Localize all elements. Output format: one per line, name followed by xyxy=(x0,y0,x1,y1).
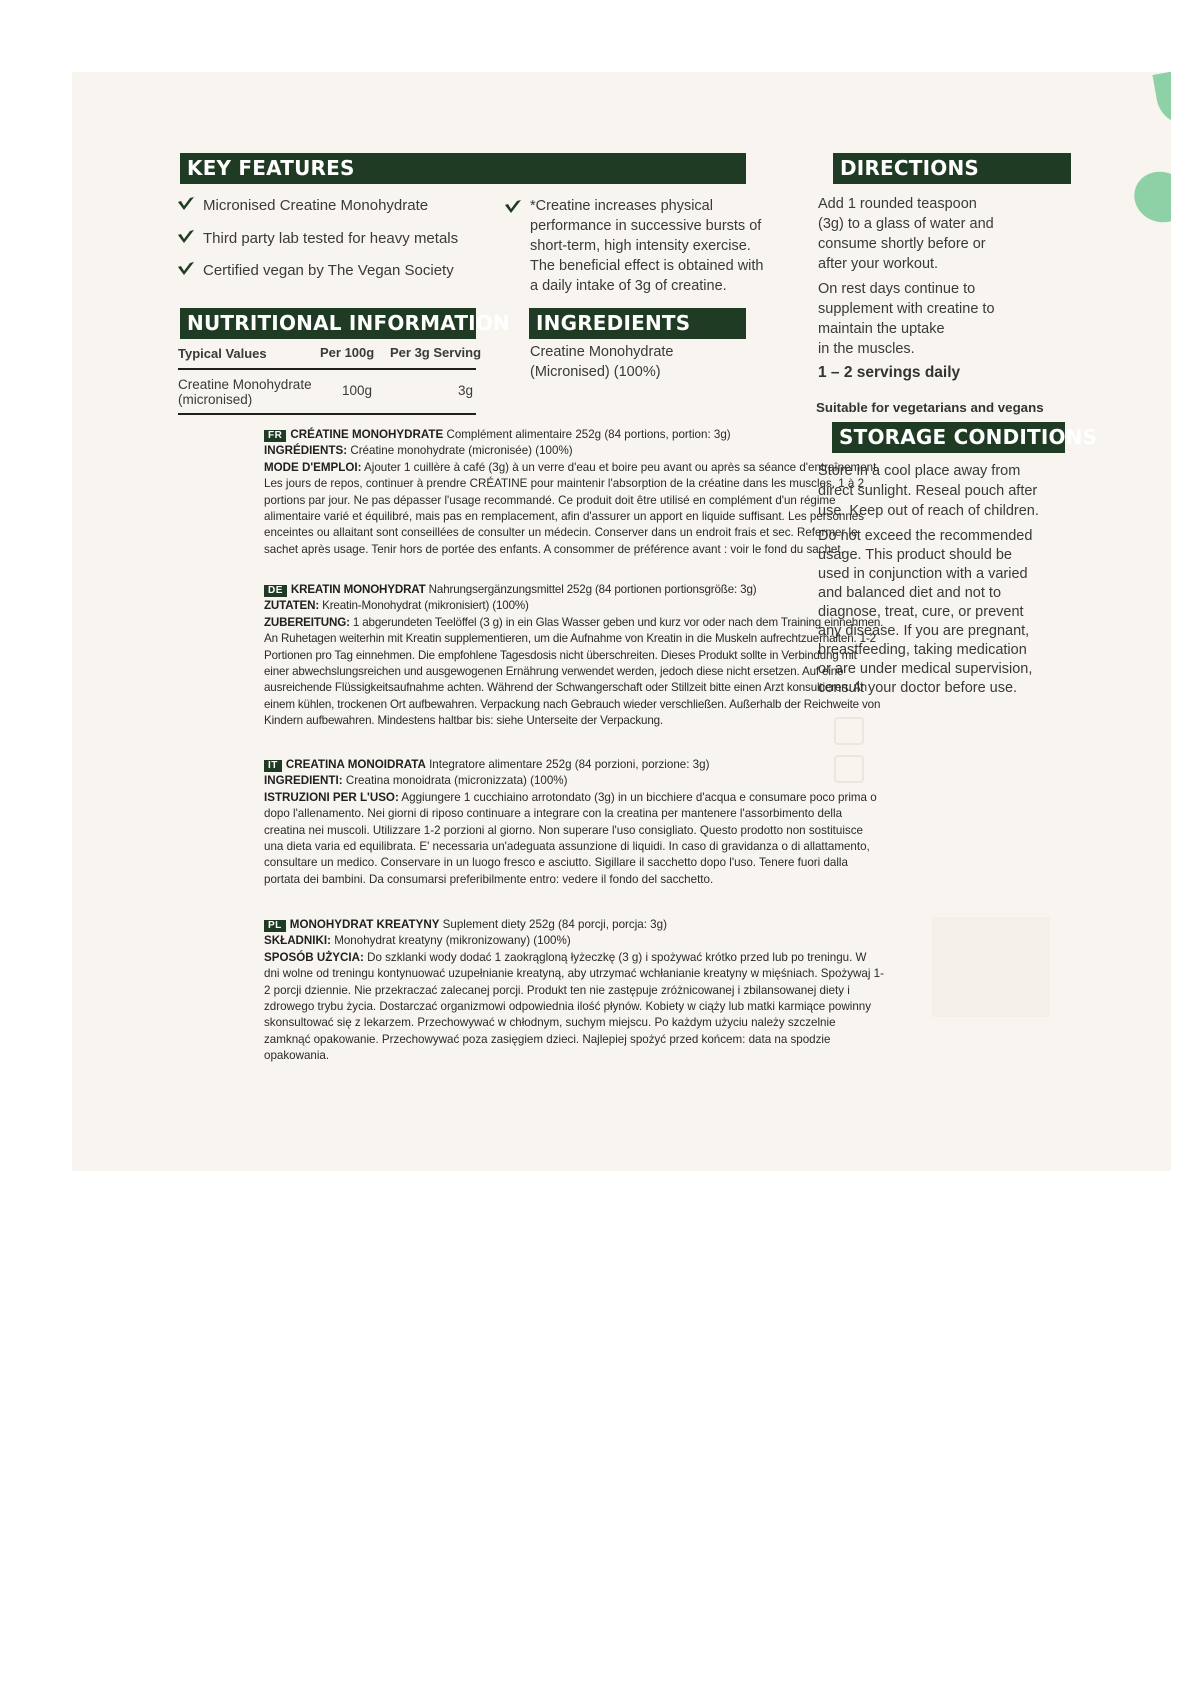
label-panel xyxy=(72,72,1171,1171)
lang-block-pl: PL MONOHYDRAT KREATYNY Suplement diety 252g (84 porcji, porcja: 3g) SKŁADNIKI: Monohydrat kreatyny (mikronizowany) (100%) SPOSÓB UŻYCIA: Do szklanki wody dodać 1 zaokrągloną łyżeczkę (3 g) i spożywać krótko przed lub po treningu. W dni wolne od treningu kontynuować uzupełnianie kreatyną, aby utrzymać wchłanianie kreatyny w mięśniach. Spożywaj 1-2 porcji dziennie. Nie przekraczać zalecanej porcji. Produkt ten nie zastępuje zróżnicowanej i zbilansowanej diety i zdrowego trybu życia. Dostarczać organizmowi odpowiednia ilość płynów. Kobiety w ciąży lub matki karmiące powinny skonsultować się z lekarzem. Przechowywać w chłodnym, suchym miejscu. Po każdym użyciu należy szczelnie zamknąć opakowanie. Przechowywać poza zasięgiem dzieci. Najlepiej spożyć przed końcem: data na spodzie opakowania. xyxy=(264,918,884,1063)
ingredients-text: Creatine Monohydrate (Micronised) (100%) xyxy=(530,344,674,380)
check-icon xyxy=(504,199,522,215)
directions-header: DIRECTIONS xyxy=(833,153,1071,184)
nutrition-col-typical: Typical Values xyxy=(178,346,267,361)
lang-tag: DE xyxy=(264,585,287,597)
lang-tag: IT xyxy=(264,760,282,772)
faint-qr-area xyxy=(932,917,1050,1017)
check-icon xyxy=(177,196,195,212)
nutrition-col-serving: Per 3g Serving xyxy=(390,345,482,360)
directions-step-2: On rest days continue to supplement with creatine to maintain the uptake in the muscles. xyxy=(818,281,995,357)
suitable-for: Suitable for vegetarians and vegans xyxy=(816,400,1044,415)
leaf-decoration-top xyxy=(1152,72,1171,129)
nutrition-header: NUTRITIONAL INFORMATION xyxy=(180,308,476,339)
lang-tag: FR xyxy=(264,430,286,442)
creatine-claim: *Creatine increases physical performance in successive bursts of short-term, high intensity exercise. The beneficial effect is obtained with a daily intake of 3g of creatine. xyxy=(530,198,764,294)
storage-text: Store in a cool place away from direct sunlight. Reseal pouch after use. Keep out of reach of children. xyxy=(818,463,1039,519)
lang-block-de: DE KREATIN MONOHYDRAT Nahrungsergänzungsmittel 252g (84 portionen portionsgröße: 3g) ZUTATEN: Kreatin-Monohydrat (mikronisiert) (100%) ZUBEREITUNG: 1 abgerundeten Teelöffel (3 g) in ein Glas Wasser geben und kurz vor oder nach dem Training einnehmen. An Ruhetagen weiterhin mit Kreatin supplementieren, um die Aufnahme von Kreatin in die Muskeln aufrechtzuerhalten. 1-2 Portionen pro Tag einnehmen. Die empfohlene Tagesdosis nicht überschreiten. Dieses Produkt sollte in Verbindung mit einer abwechslungsreichen und ausgewogenen Ernährung verwendet werden, jedoch diese nicht ersetzen. Auf eine ausreichende Flüssigkeitsaufnahme achten. Während der Schwangerschaft oder Stillzeit bitte einen Arzt konsultieren. An einem kühlen, trockenen Ort aufbewahren. Verpackung nach Gebrauch wieder verschließen. Außerhalb der Reichweite von Kindern aufbewahren. Mindestens haltbar bis: siehe Unterseite der Verpackung. xyxy=(264,583,884,728)
ingredients-header: INGREDIENTS xyxy=(529,308,746,339)
feature-item: Third party lab tested for heavy metals xyxy=(177,229,458,247)
leaf-decoration-mid xyxy=(1127,164,1171,230)
directions-step-1: Add 1 rounded teaspoon (3g) to a glass of water and consume shortly before or after your workout. xyxy=(818,196,994,272)
lang-tag: PL xyxy=(264,920,286,932)
storage-header: STORAGE CONDITIONS xyxy=(832,422,1065,453)
nutrition-row-serving: 3g xyxy=(458,383,474,398)
table-divider xyxy=(178,368,476,370)
nutrition-col-per100: Per 100g xyxy=(320,345,375,360)
servings-daily: 1 – 2 servings daily xyxy=(818,364,961,381)
nutrition-row-per100: 100g xyxy=(342,383,373,398)
check-icon xyxy=(177,261,195,277)
key-features-header: KEY FEATURES xyxy=(180,153,746,184)
feature-item: Micronised Creatine Monohydrate xyxy=(177,196,428,214)
check-icon xyxy=(177,229,195,245)
nutrition-row-name: Creatine Monohydrate (micronised) xyxy=(178,377,312,407)
feature-item: Certified vegan by The Vegan Society xyxy=(177,261,454,279)
table-divider xyxy=(178,413,476,415)
lang-block-it: IT CREATINA MONOIDRATA Integratore alimentare 252g (84 porzioni, porzione: 3g) INGREDIENTI: Creatina monoidrata (micronizzata) (100%) ISTRUZIONI PER L'USO: Aggiungere 1 cucchiaino arrotondato (3g) in un bicchiere d'acqua e consumare poco prima o dopo l'allenamento. Nei giorni di riposo continuare a integrare con la creatina per mantenere l'assorbimento della creatina nei muscoli. Utilizzare 1-2 porzioni al giorno. Non superare l'uso consigliato. Questo prodotto non sostituisce una dieta varia ed equilibrata. E' necessaria un'adeguata assunzione di liquidi. In caso di gravidanza o di allattamento, consultare un medico. Conservare in un luogo fresco e asciutto. Sigillare il sacchetto dopo l'uso. Tenere fuori dalla portata dei bambini. Da consumarsi preferibilmente entro: vedere il fondo del sacchetto. xyxy=(264,758,877,886)
lang-block-fr: FR CRÉATINE MONOHYDRATE Complément alimentaire 252g (84 portions, portion: 3g) INGRÉDIENTS: Créatine monohydrate (micronisée) (100%) MODE D'EMPLOI: Ajouter 1 cuillère à café (3g) à un verre d'eau et boire peu avant ou après sa séance d'entraînement. Les jours de repos, continuer à prendre CRÉATINE pour maintenir l'absorption de la créatine dans les muscles. 1 à 2 portions par jour. Ne pas dépasser l'usage recommandé. Ce produit doit être utilisé en complément d'un régime alimentaire varié et équilibré, mais pas en remplacement, afin d'assurer un apport en liquide suffisant. Les personnes enceintes ou allaitant sont conseillées de consulter un médecin. Conserver dans un endroit frais et sec. Refermer le sachet après usage. Tenir hors de portée des enfants. A consommer de préférence avant : voir le fond du sachet. xyxy=(264,428,880,556)
warning-text: Do not exceed the recommended usage. This product should be used in conjunction with a varied and balanced diet and not to diagnose, treat, cure, or prevent any disease. If you are pregnant, breastfeeding, taking medication or are under medical supervision, consult your doctor before use. xyxy=(818,528,1033,696)
